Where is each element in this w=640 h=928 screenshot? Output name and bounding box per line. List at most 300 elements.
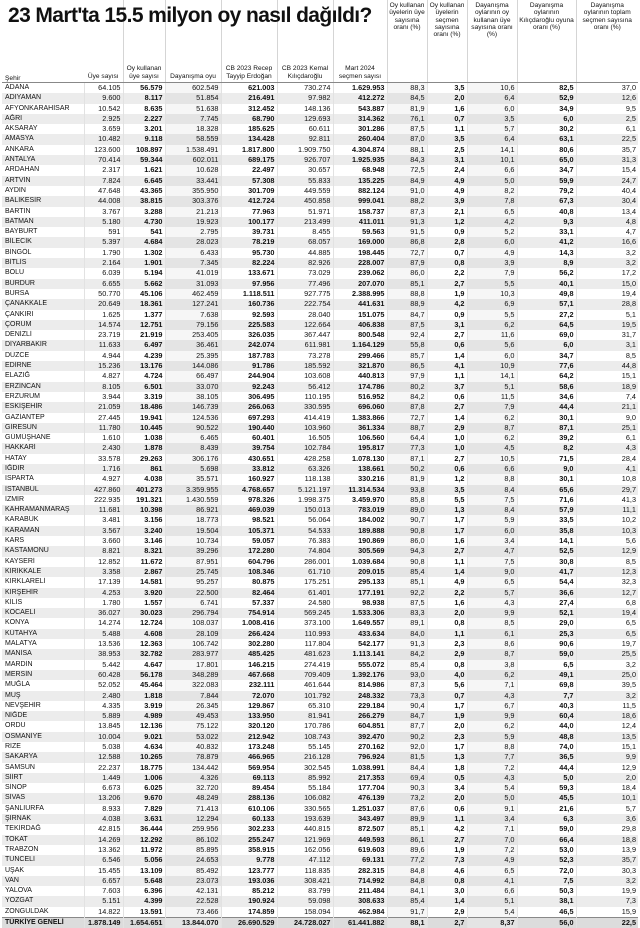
cell-solidarity-kilicdaroglu-ratio: 29,0 bbox=[517, 618, 576, 628]
cell-solidarity-electorate-ratio: 18,9 bbox=[576, 382, 638, 392]
cell-erdogan-2023: 697.293 bbox=[221, 413, 277, 423]
cell-solidarity-member-ratio: 11,5 bbox=[467, 392, 517, 402]
cell-erdogan-2023: 185.625 bbox=[221, 124, 277, 134]
cell-voting-members: 4.038 bbox=[123, 474, 165, 484]
cell-electorate-2024: 11.314.534 bbox=[333, 485, 387, 495]
table-row bbox=[2, 793, 638, 803]
cell-kilicdaroglu-2023: 709.409 bbox=[277, 670, 333, 680]
cell-city: VAN bbox=[2, 876, 84, 886]
cell-voting-member-ratio: 72,5 bbox=[387, 165, 427, 175]
table-row bbox=[2, 299, 638, 309]
cell-solidarity-electorate-ratio: 31,7 bbox=[576, 330, 638, 340]
cell-members: 4.927 bbox=[84, 474, 123, 484]
cell-solidarity-votes: 18.328 bbox=[165, 124, 221, 134]
table-row bbox=[2, 804, 638, 814]
cell-city: ANKARA bbox=[2, 145, 84, 155]
cell-voting-electorate-ratio: 2,9 bbox=[427, 423, 467, 433]
cell-kilicdaroglu-2023: 97.982 bbox=[277, 93, 333, 103]
cell-voting-member-ratio: 84,0 bbox=[387, 629, 427, 639]
cell-solidarity-member-ratio: 4,2 bbox=[467, 217, 517, 227]
cell-solidarity-member-ratio: 5,1 bbox=[467, 896, 517, 906]
cell-voting-member-ratio: 92,4 bbox=[387, 330, 427, 340]
cell-members: 15.455 bbox=[84, 866, 123, 876]
cell-solidarity-electorate-ratio: 28,8 bbox=[576, 299, 638, 309]
cell-erdogan-2023: 266.063 bbox=[221, 402, 277, 412]
cell-voting-electorate-ratio: 3,5 bbox=[427, 134, 467, 144]
cell-kilicdaroglu-2023: 68.057 bbox=[277, 237, 333, 247]
cell-erdogan-2023: 60.401 bbox=[221, 433, 277, 443]
cell-city: ORDU bbox=[2, 721, 84, 731]
cell-solidarity-kilicdaroglu-ratio: 33,1 bbox=[517, 227, 576, 237]
cell-solidarity-electorate-ratio: 13,5 bbox=[576, 732, 638, 742]
table-row bbox=[2, 866, 638, 876]
cell-voting-members: 9.670 bbox=[123, 793, 165, 803]
cell-voting-member-ratio: 91,0 bbox=[387, 186, 427, 196]
cell-city: BATMAN bbox=[2, 217, 84, 227]
cell-voting-member-ratio: 87,8 bbox=[387, 402, 427, 412]
cell-solidarity-kilicdaroglu-ratio: 6,0 bbox=[517, 114, 576, 124]
cell-kilicdaroglu-2023: 54.533 bbox=[277, 526, 333, 536]
cell-voting-members: 59.344 bbox=[123, 155, 165, 165]
cell-kilicdaroglu-2023: 73.278 bbox=[277, 351, 333, 361]
cell-voting-members: 45.106 bbox=[123, 289, 165, 299]
table-row bbox=[2, 464, 638, 474]
cell-solidarity-electorate-ratio: 5,1 bbox=[576, 310, 638, 320]
cell-voting-member-ratio: 77,3 bbox=[387, 443, 427, 453]
cell-kilicdaroglu-2023: 414.419 bbox=[277, 413, 333, 423]
cell-city: MUĞLA bbox=[2, 680, 84, 690]
cell-solidarity-electorate-ratio: 12,7 bbox=[576, 588, 638, 598]
cell-voting-electorate-ratio: 3,4 bbox=[427, 783, 467, 793]
cell-erdogan-2023: 312.452 bbox=[221, 104, 277, 114]
cell-electorate-2024: 1.039.684 bbox=[333, 557, 387, 567]
cell-erdogan-2023: 754.914 bbox=[221, 608, 277, 618]
cell-solidarity-electorate-ratio: 15,9 bbox=[576, 907, 638, 918]
cell-solidarity-kilicdaroglu-ratio: 71,5 bbox=[517, 454, 576, 464]
cell-solidarity-electorate-ratio: 19,5 bbox=[576, 320, 638, 330]
cell-electorate-2024: 1.078.130 bbox=[333, 454, 387, 464]
cell-electorate-2024: 106.560 bbox=[333, 433, 387, 443]
cell-voting-member-ratio: 90,8 bbox=[387, 557, 427, 567]
cell-solidarity-kilicdaroglu-ratio: 5,0 bbox=[517, 773, 576, 783]
cell-voting-electorate-ratio: 2,2 bbox=[427, 588, 467, 598]
table-row bbox=[2, 752, 638, 762]
table-row bbox=[2, 639, 638, 649]
table-row bbox=[2, 876, 638, 886]
results-table bbox=[2, 0, 638, 928]
cell-electorate-2024: 248.332 bbox=[333, 691, 387, 701]
cell-solidarity-votes: 73.466 bbox=[165, 907, 221, 918]
cell-erdogan-2023: 320.120 bbox=[221, 721, 277, 731]
cell-kilicdaroglu-2023: 222.754 bbox=[277, 299, 333, 309]
cell-solidarity-kilicdaroglu-ratio: 57,1 bbox=[517, 299, 576, 309]
cell-electorate-2024: 177.704 bbox=[333, 783, 387, 793]
cell-voting-members: 10.265 bbox=[123, 752, 165, 762]
cell-voting-members: 6.501 bbox=[123, 382, 165, 392]
cell-electorate-2024: 301.286 bbox=[333, 124, 387, 134]
cell-electorate-2024: 872.507 bbox=[333, 824, 387, 834]
cell-solidarity-votes: 25.395 bbox=[165, 351, 221, 361]
cell-voting-electorate-ratio: 3,9 bbox=[427, 196, 467, 206]
cell-solidarity-member-ratio: 5,4 bbox=[467, 783, 517, 793]
cell-members: 2.164 bbox=[84, 258, 123, 268]
cell-solidarity-electorate-ratio: 41,3 bbox=[576, 495, 638, 505]
cell-city: ERZİNCAN bbox=[2, 382, 84, 392]
cell-kilicdaroglu-2023: 373.100 bbox=[277, 618, 333, 628]
cell-members: 1.780 bbox=[84, 598, 123, 608]
cell-voting-members: 3.631 bbox=[123, 814, 165, 824]
cell-solidarity-votes: 19.504 bbox=[165, 526, 221, 536]
cell-voting-member-ratio: 89,1 bbox=[387, 618, 427, 628]
cell-solidarity-kilicdaroglu-ratio: 87,1 bbox=[517, 423, 576, 433]
cell-erdogan-2023: 302.233 bbox=[221, 824, 277, 834]
cell-solidarity-kilicdaroglu-ratio: 34,6 bbox=[517, 392, 576, 402]
cell-voting-electorate-ratio: 1,4 bbox=[427, 896, 467, 906]
cell-electorate-2024: 714.992 bbox=[333, 876, 387, 886]
cell-kilicdaroglu-2023: 302.545 bbox=[277, 763, 333, 773]
cell-voting-members: 9.118 bbox=[123, 134, 165, 144]
cell-solidarity-electorate-ratio: 3,2 bbox=[576, 660, 638, 670]
cell-solidarity-kilicdaroglu-ratio: 45,5 bbox=[517, 793, 576, 803]
cell-erdogan-2023: 60.133 bbox=[221, 814, 277, 824]
cell-voting-members: 12.136 bbox=[123, 721, 165, 731]
cell-kilicdaroglu-2023: 59.098 bbox=[277, 896, 333, 906]
cell-members: 3.944 bbox=[84, 392, 123, 402]
cell-city: KARABÜK bbox=[2, 515, 84, 525]
cell-solidarity-kilicdaroglu-ratio: 9,0 bbox=[517, 464, 576, 474]
cell-members: 2.317 bbox=[84, 165, 123, 175]
cell-voting-members: 6.645 bbox=[123, 176, 165, 186]
cell-solidarity-kilicdaroglu-ratio: 59,3 bbox=[517, 783, 576, 793]
cell-erdogan-2023: 72.070 bbox=[221, 691, 277, 701]
cell-solidarity-member-ratio: 10,6 bbox=[467, 83, 517, 94]
cell-kilicdaroglu-2023: 330.595 bbox=[277, 402, 333, 412]
cell-members: 6.655 bbox=[84, 279, 123, 289]
cell-erdogan-2023: 1.817.800 bbox=[221, 145, 277, 155]
cell-solidarity-member-ratio: 5,0 bbox=[467, 793, 517, 803]
cell-solidarity-votes: 124.536 bbox=[165, 413, 221, 423]
cell-kilicdaroglu-2023: 118.138 bbox=[277, 474, 333, 484]
cell-members: 2.430 bbox=[84, 443, 123, 453]
cell-solidarity-votes: 24.653 bbox=[165, 855, 221, 865]
cell-solidarity-kilicdaroglu-ratio: 71,6 bbox=[517, 495, 576, 505]
cell-solidarity-member-ratio: 10,9 bbox=[467, 361, 517, 371]
cell-solidarity-kilicdaroglu-ratio: 34,7 bbox=[517, 165, 576, 175]
cell-voting-member-ratio: 88,2 bbox=[387, 196, 427, 206]
cell-voting-electorate-ratio: 1,2 bbox=[427, 474, 467, 484]
table-row bbox=[2, 763, 638, 773]
cell-electorate-2024: 796.924 bbox=[333, 752, 387, 762]
cell-members: 1.449 bbox=[84, 773, 123, 783]
cell-kilicdaroglu-2023: 74.804 bbox=[277, 546, 333, 556]
cell-city: EDİRNE bbox=[2, 361, 84, 371]
cell-solidarity-electorate-ratio: 15,1 bbox=[576, 371, 638, 381]
cell-voting-members: 8.321 bbox=[123, 546, 165, 556]
table-row bbox=[2, 207, 638, 217]
cell-solidarity-electorate-ratio: 7,3 bbox=[576, 896, 638, 906]
cell-solidarity-member-ratio: 3,9 bbox=[467, 258, 517, 268]
cell-voting-members: 12.724 bbox=[123, 618, 165, 628]
cell-voting-electorate-ratio: 0,8 bbox=[427, 258, 467, 268]
cell-electorate-2024: 999.041 bbox=[333, 196, 387, 206]
cell-voting-member-ratio: 97,9 bbox=[387, 371, 427, 381]
cell-solidarity-votes: 22.500 bbox=[165, 588, 221, 598]
cell-voting-electorate-ratio: 0,8 bbox=[427, 618, 467, 628]
cell-voting-members: 401.273 bbox=[123, 485, 165, 495]
cell-kilicdaroglu-2023: 28.040 bbox=[277, 310, 333, 320]
cell-voting-member-ratio: 77,2 bbox=[387, 855, 427, 865]
cell-solidarity-votes: 10.628 bbox=[165, 165, 221, 175]
cell-city: ERZURUM bbox=[2, 392, 84, 402]
cell-voting-members: 45.464 bbox=[123, 680, 165, 690]
cell-solidarity-member-ratio: 5,4 bbox=[467, 907, 517, 918]
cell-solidarity-votes: 6.465 bbox=[165, 433, 221, 443]
cell-voting-electorate-ratio: 1,0 bbox=[427, 433, 467, 443]
cell-electorate-2024: 198.445 bbox=[333, 248, 387, 258]
cell-solidarity-member-ratio: 6,0 bbox=[467, 351, 517, 361]
cell-voting-members: 13.591 bbox=[123, 907, 165, 918]
cell-solidarity-member-ratio: 5,7 bbox=[467, 124, 517, 134]
cell-electorate-2024: 543.887 bbox=[333, 104, 387, 114]
cell-voting-members: 2.227 bbox=[123, 114, 165, 124]
table-row bbox=[2, 742, 638, 752]
cell-kilicdaroglu-2023: 65.310 bbox=[277, 701, 333, 711]
cell-solidarity-member-ratio: 4,9 bbox=[467, 248, 517, 258]
cell-voting-electorate-ratio: 2,2 bbox=[427, 268, 467, 278]
cell-erdogan-2023: 69.113 bbox=[221, 773, 277, 783]
cell-kilicdaroglu-2023: 926.707 bbox=[277, 155, 333, 165]
cell-kilicdaroglu-2023: 110.195 bbox=[277, 392, 333, 402]
cell-solidarity-kilicdaroglu-ratio: 25,3 bbox=[517, 629, 576, 639]
cell-members: 3.767 bbox=[84, 207, 123, 217]
cell-kilicdaroglu-2023: 55.145 bbox=[277, 742, 333, 752]
cell-city: BİLECİK bbox=[2, 237, 84, 247]
header-voting-electorate-ratio: Oy kullanan üyelerin seçmen sayısına oranı (%) bbox=[427, 0, 467, 83]
cell-city: KARAMAN bbox=[2, 526, 84, 536]
cell-voting-member-ratio: 85,1 bbox=[387, 824, 427, 834]
cell-solidarity-electorate-ratio: 10,3 bbox=[576, 526, 638, 536]
cell-solidarity-member-ratio: 7,0 bbox=[467, 835, 517, 845]
cell-voting-electorate-ratio: 0,5 bbox=[427, 773, 467, 783]
cell-erdogan-2023: 26.690.529 bbox=[221, 918, 277, 928]
cell-solidarity-member-ratio: 9,9 bbox=[467, 711, 517, 721]
table-row bbox=[2, 721, 638, 731]
cell-members: 21.059 bbox=[84, 402, 123, 412]
cell-electorate-2024: 314.362 bbox=[333, 114, 387, 124]
cell-city: OSMANİYE bbox=[2, 732, 84, 742]
cell-members: 10.482 bbox=[84, 134, 123, 144]
cell-electorate-2024: 1.383.866 bbox=[333, 413, 387, 423]
cell-voting-electorate-ratio: 1,6 bbox=[427, 104, 467, 114]
cell-voting-members: 191.321 bbox=[123, 495, 165, 505]
cell-electorate-2024: 783.019 bbox=[333, 505, 387, 515]
cell-voting-electorate-ratio: 4,9 bbox=[427, 176, 467, 186]
cell-members: 6.657 bbox=[84, 876, 123, 886]
cell-members: 11.633 bbox=[84, 340, 123, 350]
cell-voting-electorate-ratio: 3,1 bbox=[427, 155, 467, 165]
cell-voting-members: 6.025 bbox=[123, 783, 165, 793]
cell-members: 23.719 bbox=[84, 330, 123, 340]
cell-voting-electorate-ratio: 2,0 bbox=[427, 793, 467, 803]
cell-solidarity-member-ratio: 8,7 bbox=[467, 649, 517, 659]
cell-solidarity-kilicdaroglu-ratio: 40,8 bbox=[517, 207, 576, 217]
cell-city: BURDUR bbox=[2, 279, 84, 289]
cell-voting-members: 3.240 bbox=[123, 526, 165, 536]
cell-solidarity-kilicdaroglu-ratio: 67,3 bbox=[517, 196, 576, 206]
cell-kilicdaroglu-2023: 103.960 bbox=[277, 423, 333, 433]
cell-city: YALOVA bbox=[2, 886, 84, 896]
header-solidarity-member-ratio: Dayanışma oylarının oy kullanan üye sayısına oranı (%) bbox=[467, 0, 517, 83]
cell-city: KIRŞEHİR bbox=[2, 588, 84, 598]
cell-voting-electorate-ratio: 3,0 bbox=[427, 886, 467, 896]
cell-city: KARS bbox=[2, 536, 84, 546]
cell-solidarity-kilicdaroglu-ratio: 36,6 bbox=[517, 588, 576, 598]
cell-erdogan-2023: 242.074 bbox=[221, 340, 277, 350]
table-row bbox=[2, 227, 638, 237]
cell-voting-member-ratio: 94,3 bbox=[387, 546, 427, 556]
cell-solidarity-votes: 19.923 bbox=[165, 217, 221, 227]
cell-erdogan-2023: 98.521 bbox=[221, 515, 277, 525]
cell-city: GÜMÜŞHANE bbox=[2, 433, 84, 443]
table-row bbox=[2, 845, 638, 855]
cell-city: AMASYA bbox=[2, 134, 84, 144]
cell-electorate-2024: 361.334 bbox=[333, 423, 387, 433]
cell-members: 6.039 bbox=[84, 268, 123, 278]
cell-voting-member-ratio: 87,6 bbox=[387, 804, 427, 814]
cell-solidarity-votes: 355.950 bbox=[165, 186, 221, 196]
cell-solidarity-kilicdaroglu-ratio: 7,7 bbox=[517, 691, 576, 701]
cell-solidarity-votes: 7.844 bbox=[165, 691, 221, 701]
table-row bbox=[2, 351, 638, 361]
cell-voting-members: 3.319 bbox=[123, 392, 165, 402]
cell-solidarity-electorate-ratio: 13,9 bbox=[576, 845, 638, 855]
cell-solidarity-kilicdaroglu-ratio: 34,7 bbox=[517, 351, 576, 361]
cell-city: SİİRT bbox=[2, 773, 84, 783]
cell-solidarity-member-ratio: 14,1 bbox=[467, 145, 517, 155]
cell-solidarity-member-ratio: 9,1 bbox=[467, 804, 517, 814]
cell-members: 13.536 bbox=[84, 639, 123, 649]
cell-solidarity-member-ratio: 6,5 bbox=[467, 866, 517, 876]
cell-kilicdaroglu-2023: 55.184 bbox=[277, 783, 333, 793]
cell-city: ARDAHAN bbox=[2, 165, 84, 175]
cell-solidarity-kilicdaroglu-ratio: 59,9 bbox=[517, 176, 576, 186]
cell-voting-member-ratio: 72,7 bbox=[387, 413, 427, 423]
cell-solidarity-votes: 7.345 bbox=[165, 258, 221, 268]
cell-voting-member-ratio: 88,1 bbox=[387, 145, 427, 155]
cell-solidarity-member-ratio: 7,5 bbox=[467, 557, 517, 567]
cell-members: 14.822 bbox=[84, 907, 123, 918]
cell-city: KASTAMONU bbox=[2, 546, 84, 556]
cell-solidarity-member-ratio: 6,2 bbox=[467, 320, 517, 330]
cell-voting-members: 5.648 bbox=[123, 876, 165, 886]
cell-voting-members: 56.178 bbox=[123, 670, 165, 680]
cell-voting-members: 1.006 bbox=[123, 773, 165, 783]
cell-solidarity-member-ratio: 7,2 bbox=[467, 763, 517, 773]
cell-kilicdaroglu-2023: 83.799 bbox=[277, 886, 333, 896]
cell-solidarity-kilicdaroglu-ratio: 33,5 bbox=[517, 515, 576, 525]
cell-voting-members: 5.662 bbox=[123, 279, 165, 289]
cell-erdogan-2023: 80.875 bbox=[221, 577, 277, 587]
cell-voting-electorate-ratio: 1,2 bbox=[427, 217, 467, 227]
cell-voting-electorate-ratio: 2,3 bbox=[427, 732, 467, 742]
cell-electorate-2024: 207.070 bbox=[333, 279, 387, 289]
cell-solidarity-votes: 3.359.955 bbox=[165, 485, 221, 495]
cell-solidarity-electorate-ratio: 8,5 bbox=[576, 557, 638, 567]
cell-erdogan-2023: 978.326 bbox=[221, 495, 277, 505]
cell-kilicdaroglu-2023: 611.981 bbox=[277, 340, 333, 350]
cell-members: 5.180 bbox=[84, 217, 123, 227]
table-row bbox=[2, 567, 638, 577]
cell-solidarity-votes: 144.086 bbox=[165, 361, 221, 371]
cell-solidarity-electorate-ratio: 3,2 bbox=[576, 248, 638, 258]
cell-city: GAZİANTEP bbox=[2, 413, 84, 423]
cell-solidarity-electorate-ratio: 18,6 bbox=[576, 711, 638, 721]
cell-solidarity-electorate-ratio: 2,0 bbox=[576, 773, 638, 783]
cell-city: HATAY bbox=[2, 454, 84, 464]
table-row bbox=[2, 248, 638, 258]
cell-members: 3.358 bbox=[84, 567, 123, 577]
cell-voting-member-ratio: 91,3 bbox=[387, 639, 427, 649]
cell-solidarity-member-ratio: 6,7 bbox=[467, 701, 517, 711]
cell-solidarity-kilicdaroglu-ratio: 64,2 bbox=[517, 371, 576, 381]
cell-voting-electorate-ratio: 2,3 bbox=[427, 639, 467, 649]
cell-kilicdaroglu-2023: 730.274 bbox=[277, 83, 333, 94]
cell-electorate-2024: 228.007 bbox=[333, 258, 387, 268]
cell-voting-members: 5.194 bbox=[123, 268, 165, 278]
cell-erdogan-2023: 190.924 bbox=[221, 896, 277, 906]
cell-voting-member-ratio: 85,8 bbox=[387, 495, 427, 505]
cell-solidarity-votes: 23.073 bbox=[165, 876, 221, 886]
table-row bbox=[2, 670, 638, 680]
cell-electorate-2024: 189.888 bbox=[333, 526, 387, 536]
cell-members: 4.335 bbox=[84, 701, 123, 711]
cell-members: 7.603 bbox=[84, 886, 123, 896]
cell-solidarity-electorate-ratio: 40,4 bbox=[576, 186, 638, 196]
cell-solidarity-member-ratio: 5,0 bbox=[467, 176, 517, 186]
cell-erdogan-2023: 212.942 bbox=[221, 732, 277, 742]
cell-members: 591 bbox=[84, 227, 123, 237]
cell-electorate-2024: 177.191 bbox=[333, 588, 387, 598]
cell-erdogan-2023: 244.904 bbox=[221, 371, 277, 381]
cell-members: 38.953 bbox=[84, 649, 123, 659]
table-row bbox=[2, 608, 638, 618]
cell-city: NİĞDE bbox=[2, 711, 84, 721]
cell-members: 6.673 bbox=[84, 783, 123, 793]
cell-electorate-2024: 1.649.557 bbox=[333, 618, 387, 628]
cell-voting-member-ratio: 87,7 bbox=[387, 721, 427, 731]
cell-erdogan-2023: 604.796 bbox=[221, 557, 277, 567]
cell-voting-member-ratio: 87,3 bbox=[387, 680, 427, 690]
cell-solidarity-member-ratio: 6,4 bbox=[467, 93, 517, 103]
cell-city: NEVŞEHİR bbox=[2, 701, 84, 711]
cell-electorate-2024: 462.984 bbox=[333, 907, 387, 918]
cell-solidarity-kilicdaroglu-ratio: 52,1 bbox=[517, 608, 576, 618]
cell-solidarity-member-ratio: 4,3 bbox=[467, 773, 517, 783]
cell-erdogan-2023: 77.963 bbox=[221, 207, 277, 217]
cell-solidarity-electorate-ratio: 7,4 bbox=[576, 392, 638, 402]
cell-voting-member-ratio: 90,8 bbox=[387, 526, 427, 536]
cell-solidarity-kilicdaroglu-ratio: 56,0 bbox=[517, 918, 576, 928]
cell-solidarity-votes: 79.156 bbox=[165, 320, 221, 330]
cell-solidarity-votes: 146.739 bbox=[165, 402, 221, 412]
cell-voting-members: 12.751 bbox=[123, 320, 165, 330]
cell-solidarity-electorate-ratio: 5,7 bbox=[576, 804, 638, 814]
cell-solidarity-member-ratio: 5,1 bbox=[467, 382, 517, 392]
cell-solidarity-electorate-ratio: 21,1 bbox=[576, 402, 638, 412]
cell-solidarity-member-ratio: 8,4 bbox=[467, 505, 517, 515]
cell-solidarity-member-ratio: 5,5 bbox=[467, 310, 517, 320]
cell-kilicdaroglu-2023: 162.056 bbox=[277, 845, 333, 855]
